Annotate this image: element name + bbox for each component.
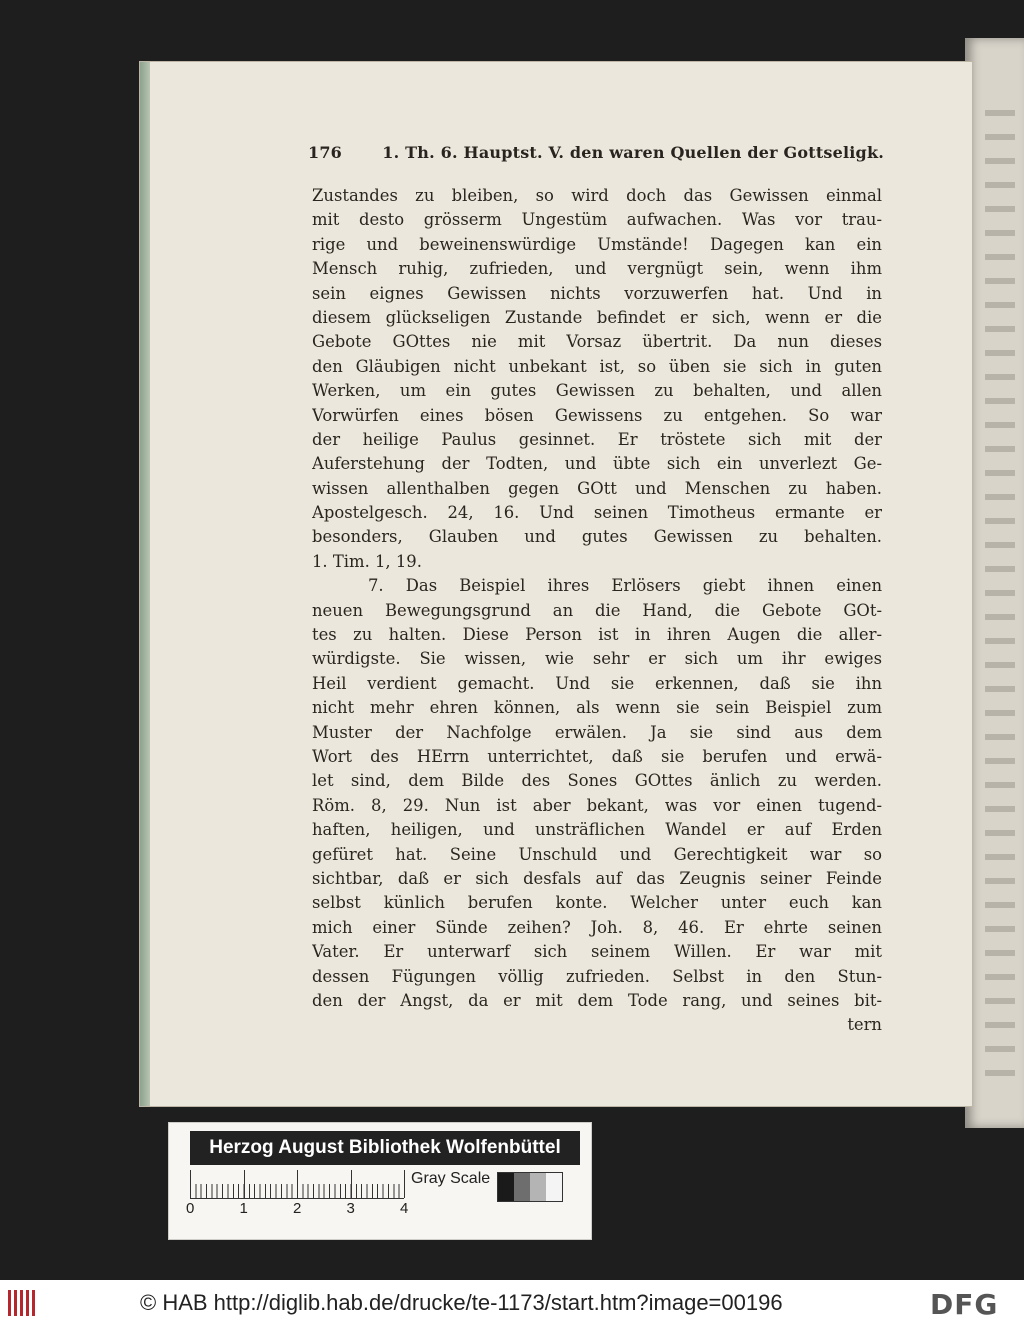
text-line: diesem glückseligen Zustande befindet er sich, wenn er die — [312, 307, 882, 327]
text-line: den Gläubigen nicht unbekant ist, so üben sie sich in guten — [312, 356, 882, 376]
gray-scale-label: Gray Scale — [411, 1170, 491, 1187]
text-line: Apostelgesch. 24, 16. Und seinen Timotheus ermante er — [312, 503, 882, 523]
gray-patch — [530, 1173, 546, 1201]
ruler-number: 3 — [346, 1200, 355, 1217]
text-line: wissen allenthalben gegen GOtt und Menschen zu haben. — [312, 478, 882, 498]
hab-logo-icon — [8, 1290, 38, 1316]
text-line: würdigste. Sie wissen, wie sehr er sich um ihr ewiges — [312, 649, 882, 669]
text-line: Zustandes zu bleiben, so wird doch das Gewissen einmal — [312, 186, 882, 205]
page-binding-edge — [140, 62, 150, 1106]
text-line: Werken, um ein gutes Gewissen zu behalten, und allen — [312, 381, 882, 401]
running-header — [308, 143, 884, 162]
text-line: 1. Tim. 1, 19. — [312, 551, 422, 571]
text-line: der heilige Paulus gesinnet. Er tröstete sich mit der — [312, 429, 882, 449]
ruler-major-tick — [351, 1170, 352, 1198]
text-line: 7. Das Beispiel ihres Erlösers giebt ihnen einen — [368, 576, 882, 596]
text-line: nicht mehr ehren können, als wenn sie sein Beispiel zum — [312, 698, 882, 718]
ruler-number: 1 — [239, 1200, 248, 1217]
text-line: selbst künlich berufen konte. Welcher unter euch kan — [312, 893, 882, 913]
text-line: haften, heiligen, und unsträflichen Wandel er auf Erden — [312, 820, 882, 840]
text-line: Heil verdient gemacht. Und sie erkennen, daß sie ihn — [312, 673, 882, 693]
text-line: gefüret hat. Seine Unschuld und Gerechtigkeit war so — [312, 844, 882, 864]
text-line: den der Angst, da er mit dem Tode rang, und seines bit- — [312, 990, 882, 1010]
text-line: sein eignes Gewissen nichts vorzuwerfen hat. Und in — [312, 283, 882, 303]
running-title: 1. Th. 6. Hauptst. V. den waren Quellen der Gottseligk. — [382, 143, 884, 162]
gray-patch — [498, 1173, 514, 1201]
text-line: Muster der Nachfolge erwälen. Ja sie sind aus dem — [312, 722, 882, 742]
text-line: mich einer Sünde zeihen? Joh. 8, 46. Er ehrte seinen — [312, 917, 882, 937]
text-line: Auferstehung der Todten, und übte sich ein unverlezt Ge- — [312, 454, 882, 474]
gray-patch — [546, 1173, 562, 1201]
library-name: Herzog August Bibliothek Wolfenbüttel — [190, 1131, 580, 1165]
dfg-logo: DFG — [930, 1288, 999, 1321]
ruler-number: 0 — [186, 1200, 195, 1217]
text-line: sichtbar, daß er sich desfals auf das Zeugnis seiner Feinde — [312, 868, 882, 888]
ruler-major-tick — [190, 1170, 191, 1198]
ruler-major-tick — [404, 1170, 405, 1198]
text-line: Gebote GOttes nie mit Vorsaz übertrit. Da nun dieses — [312, 332, 882, 352]
ruler-number: 2 — [293, 1200, 302, 1217]
gray-scale-patches — [497, 1172, 563, 1202]
copyright-url[interactable]: © HAB http://diglib.hab.de/drucke/te-1173/start.htm?image=00196 — [140, 1290, 783, 1315]
text-line: Vater. Er unterwarf sich seinem Willen. Er war mit — [312, 942, 882, 962]
text-line: besonders, Glauben und gutes Gewissen zu behalten. — [312, 527, 882, 547]
ruler-major-tick — [297, 1170, 298, 1198]
text-line: rige und beweinenswürdige Umstände! Dagegen kan ein — [312, 234, 882, 254]
adjacent-page-text-bleed — [985, 110, 1015, 1090]
text-line: let sind, dem Bilde des Sones GOttes änlich zu werden. — [312, 771, 882, 791]
page-body-text — [312, 184, 882, 1038]
text-line: tern — [847, 1015, 882, 1035]
gray-patch — [514, 1173, 530, 1201]
page-number: 176 — [308, 143, 342, 162]
text-line: Wort des HErrn unterrichtet, daß sie berufen und erwä- — [312, 746, 882, 766]
text-line: Vorwürfen eines bösen Gewissens zu entgehen. So war — [312, 405, 882, 425]
ruler-major-tick — [244, 1170, 245, 1198]
text-line: mit desto grösserm Ungestüm aufwachen. Was vor trau- — [312, 210, 882, 230]
text-line: tes zu halten. Diese Person ist in ihren Augen die aller- — [312, 625, 882, 645]
text-line: Röm. 8, 29. Nun ist aber bekant, was vor einen tugend- — [312, 795, 882, 815]
ruler-number: 4 — [400, 1200, 409, 1217]
text-line: Mensch ruhig, zufrieden, und vergnügt sein, wenn ihm — [312, 259, 882, 279]
text-line: dessen Fügungen völlig zufrieden. Selbst in den Stun- — [312, 966, 882, 986]
text-line: neuen Bewegungsgrund an die Hand, die Gebote GOt- — [312, 600, 882, 620]
